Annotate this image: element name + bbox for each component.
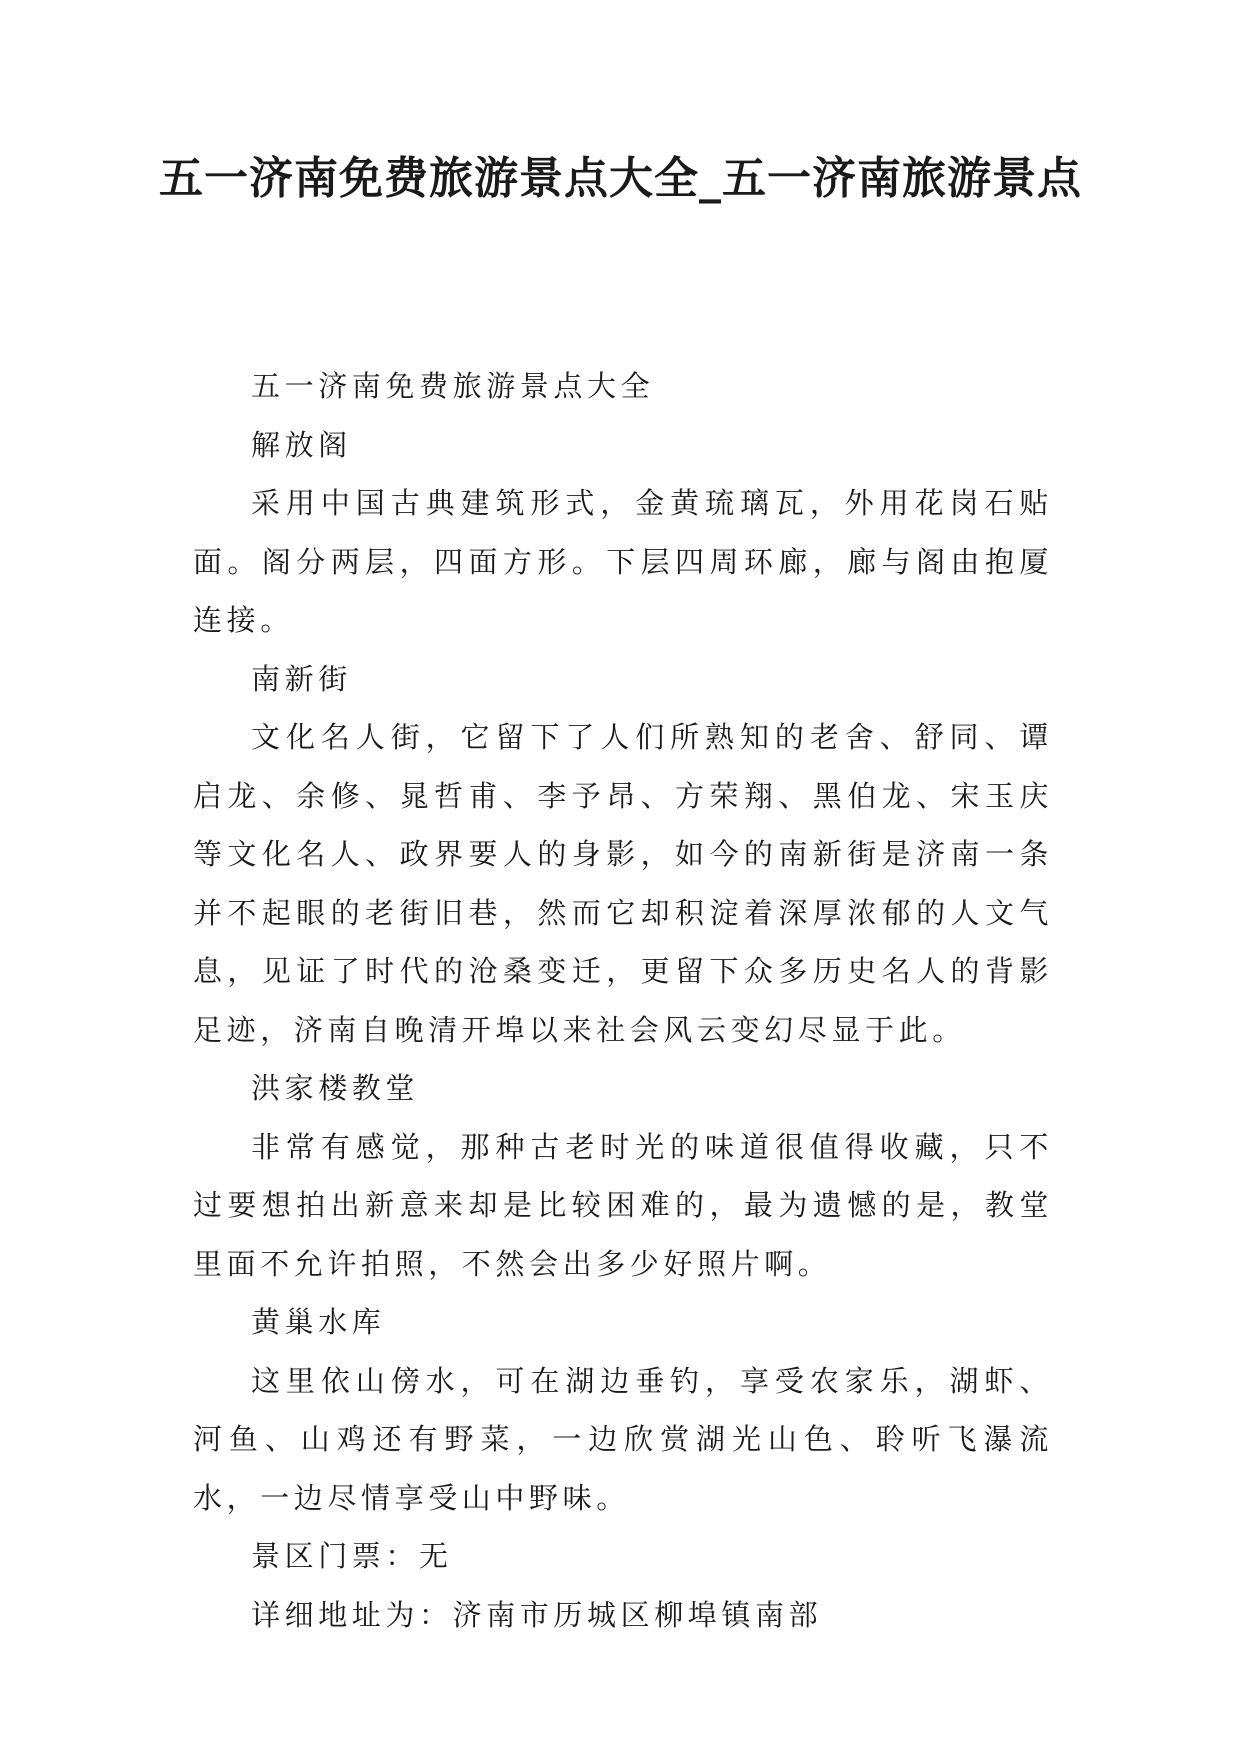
address-info: 详细地址为：济南市历城区柳埠镇南部	[251, 1597, 823, 1632]
body-paragraph: 文化名人街，它留下了人们所熟知的老舍、舒同、谭启龙、余修、晁哲甫、李予昂、方荣翔、黑伯龙、宋玉庆等文化名人、政界要人的身影，如今的南新街是济南一条并不起眼的老街旧巷，然而它却积淀着深厚浓郁的人文气息，见证了时代的沧桑变迁，更留下众多历史名人的背影足迹，济南自晚清开埠以来社会风云变幻尽显于此。	[193, 720, 1053, 1047]
document-body	[193, 357, 1053, 1644]
section-heading: 解放阁	[251, 427, 352, 462]
document-title: 五一济南免费旅游景点大全_五一济南旅游景点	[159, 153, 1082, 204]
section-heading: 黄巢水库	[251, 1305, 386, 1339]
body-paragraph: 非常有感觉，那种古老时光的味道很值得收藏，只不过要想拍出新意来却是比较困难的，最为遗憾的是，教堂里面不允许拍照，不然会出多少好照片啊。	[193, 1129, 1053, 1281]
section-heading: 洪家楼教堂	[251, 1071, 420, 1105]
body-paragraph: 这里依山傍水，可在湖边垂钓，享受农家乐，湖虾、河鱼、山鸡还有野菜，一边欣赏湖光山色、聆听飞瀑流水，一边尽情享受山中野味。	[193, 1363, 1053, 1515]
section-heading: 五一济南免费旅游景点大全	[251, 369, 655, 403]
ticket-info: 景区门票：无	[251, 1539, 453, 1573]
body-paragraph: 采用中国古典建筑形式，金黄琉璃瓦，外用花岗石贴面。阁分两层，四面方形。下层四周环廊，廊与阁由抱厦连接。	[193, 486, 1053, 637]
section-heading: 南新街	[251, 661, 352, 696]
